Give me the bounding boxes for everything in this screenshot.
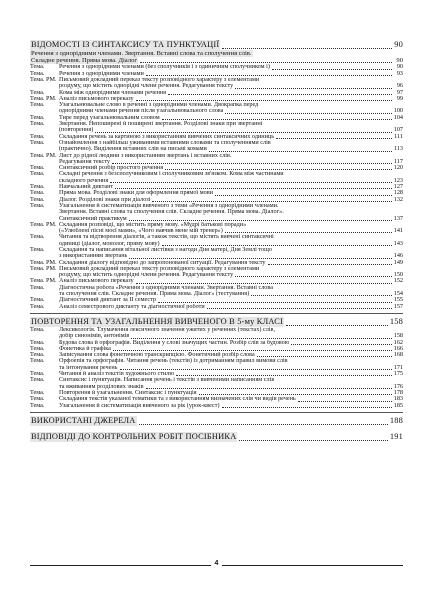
toc-page-number: 132 [393, 195, 403, 203]
toc-entry-title: Орфоепія та орфографія. Читання речень (текстів) із дотриманням правил вимови слів [59, 358, 288, 365]
toc-subsection[interactable] [30, 57, 403, 64]
dot-leader [110, 182, 392, 183]
toc-entry-title: однорідними членами речення після узагальнювального слова [59, 108, 224, 115]
toc-entry-tag: Тема. [30, 138, 45, 146]
toc-entry-title: Аналіз семестрового диктанту та діагностичної роботи [59, 303, 205, 310]
toc-entry-title: Синтаксичний розбір простого речення [59, 165, 164, 172]
toc-page-number: 93 [396, 69, 403, 77]
toc-entry-title: ВІДОМОСТІ ІЗ СИНТАКСИСУ ТА ПУНКТУАЦІЇ [31, 40, 220, 49]
toc-entry-title: Речення з однорідними членами [59, 70, 144, 77]
dot-leader [272, 69, 392, 70]
toc-entry-title: ПОВТОРЕННЯ ТА УЗАГАЛЬНЕННЯ ВИВЧЕНОГО В 5-му КЛАСІ [31, 316, 284, 326]
toc-entry-title: Складання текстів указаної тематики та з використанням визначених слів чи видів речень [59, 396, 296, 403]
toc-entry-title: Кома між однорідними членами речення [59, 89, 167, 96]
toc-entry-title: одиниці (діалог, монолог, пряму мову) [59, 240, 160, 247]
dot-leader [136, 283, 392, 284]
dot-leader [113, 350, 392, 351]
toc-entry-tag: Тема. [30, 189, 45, 197]
dot-leader [276, 138, 392, 139]
toc-entry-title: Складні речення з безсполучниковим і сполучниковим зв'язком. Кома між частинами [59, 171, 284, 178]
toc-page-number: 123 [393, 176, 403, 184]
toc-page-number: 137 [393, 214, 403, 222]
toc-entry-title: Записування слова фонетичною транскрипцією. Фонетичний розбір слова [59, 352, 255, 359]
dot-leader [158, 302, 392, 303]
dot-leader [207, 308, 392, 309]
toc-heading[interactable] [30, 416, 403, 426]
toc-entry-title: Ознайомлення з найбільш уживаними вставними словами та сполученнями слів [59, 139, 271, 146]
toc-entry-tag: Тема. [30, 132, 45, 140]
toc-entry-tag: Тема. [30, 201, 45, 209]
dot-leader [235, 276, 392, 277]
toc-entry-tag: Тема. [30, 183, 45, 191]
toc-entry-title: Речення з однорідними членами. Звертання. Вставні слова та сполучення слів. [31, 50, 252, 57]
toc-entry-tag: Тема. [30, 401, 45, 409]
dot-leader [176, 375, 392, 376]
toc-page-number: 96 [396, 82, 403, 90]
toc-entry-tag: Тема. [30, 170, 45, 178]
toc-entry-tag: Тема. [30, 395, 45, 403]
toc-entry-title: Складання розповіді, що містить пряму мову. «Мудрі батькові поради» [59, 221, 247, 228]
toc-entry-title: Редагування тексту [59, 158, 110, 165]
dot-leader [136, 100, 392, 101]
toc-entry-title: Звертання. Вставні слова та сполучення слів. Складне речення. Пряма мова. Діалог». [59, 209, 284, 216]
toc-entry-title: ВИКОРИСТАНІ ДЖЕРЕЛА [31, 415, 136, 425]
toc-page-number: 104 [393, 113, 403, 121]
dot-leader [199, 394, 392, 395]
dot-leader [146, 388, 392, 389]
toc-page-number: 141 [393, 227, 403, 235]
toc-page-number: 171 [393, 363, 403, 371]
toc-entry-tag: Тема. [30, 101, 45, 109]
page-number: 4 [0, 560, 433, 567]
toc-heading[interactable] [30, 317, 403, 327]
toc-entry-tag: Тема. [30, 325, 45, 333]
toc-entry-title: (повторення) [59, 127, 94, 134]
toc-entry-tag: Тема. [30, 245, 45, 253]
toc-entry-title: Лексикологія. Тлумачення лексичного значення ужитих у реченнях (текстах) слів, [59, 326, 276, 333]
dot-leader [239, 440, 387, 441]
toc-entry-title: Узагальнювальне слово в реченні з однорідними членами. Двокрапка перед [59, 102, 259, 109]
toc-entry-title: Письмовий докладний переказ тексту розповідного характеру з елементами [59, 76, 260, 83]
toc-entry-title: роздуму, що містить однорідні члени речення. Редагування тексту [59, 83, 234, 90]
toc-page-number: 157 [393, 302, 403, 310]
dot-leader [120, 369, 392, 370]
dot-leader [140, 62, 392, 63]
dot-leader [268, 264, 392, 265]
dot-leader [225, 113, 391, 114]
toc-entry-tag: Тема. [30, 296, 45, 304]
toc-page-number: 191 [389, 431, 403, 441]
dot-leader [131, 338, 391, 339]
dot-leader [146, 75, 392, 76]
toc-page-number: 183 [393, 395, 403, 403]
toc-entry-title: Лист до рідної людини з використанням звертань і вставних слів. [59, 152, 232, 159]
dot-leader [95, 132, 391, 133]
toc-entry-title: добір синонімів, антонімів [59, 333, 130, 340]
toc-page-number: 146 [393, 252, 403, 260]
toc-page-number: 127 [393, 183, 403, 191]
toc-entry-tag: Тема. [30, 69, 45, 77]
toc-entry-tag: Тема. [30, 113, 45, 121]
toc-entry-tag: Тема. [30, 283, 45, 291]
toc-entry-tag: Тема. РМ. [30, 277, 57, 285]
toc-entry-title: Діалог. Розділові знаки при діалозі [59, 196, 151, 203]
toc-entry-title: Читання й аналіз текстів художнього стилю [59, 371, 174, 378]
dot-leader [112, 163, 392, 164]
toc-page-number: 154 [393, 290, 403, 298]
dot-leader [129, 258, 391, 259]
toc-page-number: 158 [389, 316, 403, 326]
dot-leader [215, 195, 392, 196]
dot-leader [115, 188, 392, 189]
section-separator [30, 412, 403, 413]
toc-page-number: 90 [396, 63, 403, 71]
toc-entry-tag: Тема. [30, 120, 45, 128]
toc-entry-title: та вживанням розділових знаків [59, 383, 144, 390]
dot-leader [298, 401, 392, 402]
toc-page-number: 111 [394, 132, 403, 140]
toc-page-number: 107 [393, 126, 403, 134]
toc-entry-tag: Тема. [30, 164, 45, 172]
toc-entry-title: Складання діалогу відповідно до запропонованої ситуації. Редагування тексту [59, 259, 266, 266]
dot-leader [129, 220, 392, 221]
toc-page-number: 117 [393, 157, 403, 165]
toc-entry-title: роздуму, що містить однорідні члени речення. Редагування тексту [59, 272, 234, 279]
toc-entry-title: Діагностична робота «Речення з однорідними членами. Звертання. Вставні слова [59, 284, 273, 291]
toc-entry-title: складного речення [59, 177, 109, 184]
toc-page-number: 152 [393, 277, 403, 285]
dot-leader [235, 88, 392, 89]
dot-leader [162, 245, 392, 246]
table-of-contents [30, 40, 403, 442]
dot-leader [222, 407, 392, 408]
toc-entry-tag: Тема. [30, 233, 45, 241]
toc-entry-title: та інтонування речень [59, 364, 118, 371]
dot-leader [225, 232, 392, 233]
toc-entry-tag: Тема. РМ. [30, 258, 57, 266]
toc-entry-title: ВІДПОВІДІ ДО КОНТРОЛЬНИХ РОБІТ ПОСІБНИКА [31, 431, 237, 441]
dot-leader [162, 119, 392, 120]
toc-entry-title: Повторення й узагальнення. Синтаксис і пунктуація [59, 389, 197, 396]
toc-entry-title: та сполучення слів. Складне речення. Пряма мова. Діалог» (тестування) [59, 291, 250, 298]
toc-entry-title: Аналіз письмового переказу [59, 278, 134, 285]
toc-entry-tag: Тема. [30, 344, 45, 352]
toc-entry-tag: Тема. [30, 302, 45, 310]
toc-entry-title: Аналіз письмового переказу [59, 95, 134, 102]
toc-entry-title: Складання та написання вітальної листівки з нагоди Дня матері, Дня Землі тощо [59, 246, 272, 253]
dot-leader [251, 295, 392, 296]
toc-entry-tag: Тема. [30, 63, 45, 71]
dot-leader [152, 201, 391, 202]
toc-entry-title: Тире перед узагальнювальним словом [59, 114, 160, 121]
toc-page-number: 150 [393, 271, 403, 279]
toc-entry-tag: Тема. [30, 376, 45, 384]
dot-leader [139, 424, 388, 425]
toc-page-number: 113 [393, 145, 403, 153]
toc-entry-title: Навчальний диктант [59, 184, 114, 191]
toc-entry-title: («Улюблені пісні моєї мами», «Чого навчив мене мій тренер») [59, 228, 223, 235]
toc-page-number: 166 [393, 344, 403, 352]
toc-entry-title: Синтаксичний практикум [59, 215, 127, 222]
toc-entry[interactable] [30, 304, 403, 310]
toc-page-number: 149 [393, 258, 403, 266]
toc-entry-tag: Тема. [30, 388, 45, 396]
toc-entry-tag: Тема. РМ. [30, 151, 57, 159]
toc-entry-tag: Тема. РМ. [30, 264, 57, 272]
dot-leader [165, 169, 392, 170]
dot-leader [257, 356, 392, 357]
toc-page-number: 168 [393, 351, 403, 359]
toc-page-number: 185 [393, 401, 403, 409]
toc-heading[interactable] [30, 40, 403, 50]
toc-entry-title: Складне речення. Пряма мова. Діалог [31, 57, 138, 65]
toc-page-number: 97 [396, 88, 403, 96]
toc-entry-title: Читання та відтворення діалогів, а також текстів, що містять вивчені синтаксичні [59, 234, 274, 241]
toc-page-number: 120 [393, 164, 403, 172]
toc-entry-tag: Тема. [30, 338, 45, 346]
toc-page-number: 100 [393, 107, 403, 115]
toc-entry-title: Складання речень за картиною з використанням вивчених синтаксичних одиниць [59, 133, 275, 140]
toc-entry-tag: Тема. [30, 357, 45, 365]
toc-entry-title: Пряма мова. Розділові знаки для оформлення прямої мови [59, 190, 213, 197]
toc-section[interactable] [30, 50, 403, 57]
toc-page-number: 178 [393, 388, 403, 396]
toc-entry-title: Узагальнення й систематизація вивченого за рік (урок-квест) [59, 402, 220, 409]
toc-page-number: 162 [393, 338, 403, 346]
toc-page-number: 143 [393, 239, 403, 247]
toc-entry-title: Діагностичний диктант за ІІ семестр [59, 297, 157, 304]
toc-page-number: 158 [393, 332, 403, 340]
toc-entry-title: Письмовий докладний переказ тексту розповідного характеру з елементами [59, 265, 260, 272]
toc-entry-tag: Тема. РМ. [30, 220, 57, 228]
toc-entry-title: Речення з однорідними членами (без сполучників і з одиничним сполучником і) [59, 64, 270, 71]
toc-entry-title: Фонетика й графіка [59, 345, 111, 352]
toc-entry-tag: Тема. [30, 370, 45, 378]
toc-entry-tag: Тема. РМ. [30, 94, 57, 102]
dot-leader [168, 94, 392, 95]
toc-heading[interactable] [30, 432, 403, 442]
toc-page-number: 175 [393, 370, 403, 378]
section-separator [30, 313, 403, 314]
toc-page-number: 188 [389, 415, 403, 425]
toc-entry-title: (практично). Виділення вставних слів на письмі комами [59, 146, 207, 153]
dot-leader [286, 325, 388, 326]
dot-leader [291, 344, 391, 345]
toc-entry-title: Узагальнення й систематизація вивченого з теми «Речення з однорідними членами. [59, 202, 279, 209]
toc-entry-tag: Тема. РМ. [30, 75, 57, 83]
dot-leader [222, 48, 392, 49]
toc-entry-title: з використанням звертань [59, 253, 128, 260]
toc-entry-tag: Тема. [30, 88, 45, 96]
toc-entry-tag: Тема. [30, 351, 45, 359]
toc-entry[interactable] [30, 403, 403, 409]
dot-leader [209, 151, 392, 152]
toc-entry-title: Синтаксис і пунктуація. Написання речень і текстів з вивченими написанням слів [59, 377, 275, 384]
toc-page-number: 90 [394, 40, 403, 49]
toc-page-number: 176 [393, 382, 403, 390]
toc-entry-title: Звертання. Непоширені й поширені звертання. Розділові знаки при звертанні [59, 121, 263, 128]
toc-entry-tag: Тема. [30, 195, 45, 203]
toc-page-number: 99 [396, 94, 403, 102]
toc-page-number: 128 [393, 189, 403, 197]
toc-page-number: 155 [393, 296, 403, 304]
toc-page-number: 90 [396, 57, 403, 65]
toc-entry-title: Будова слова й орфографія. Виділення у слові значущих частин. Розбір слів за будовою [59, 339, 290, 346]
